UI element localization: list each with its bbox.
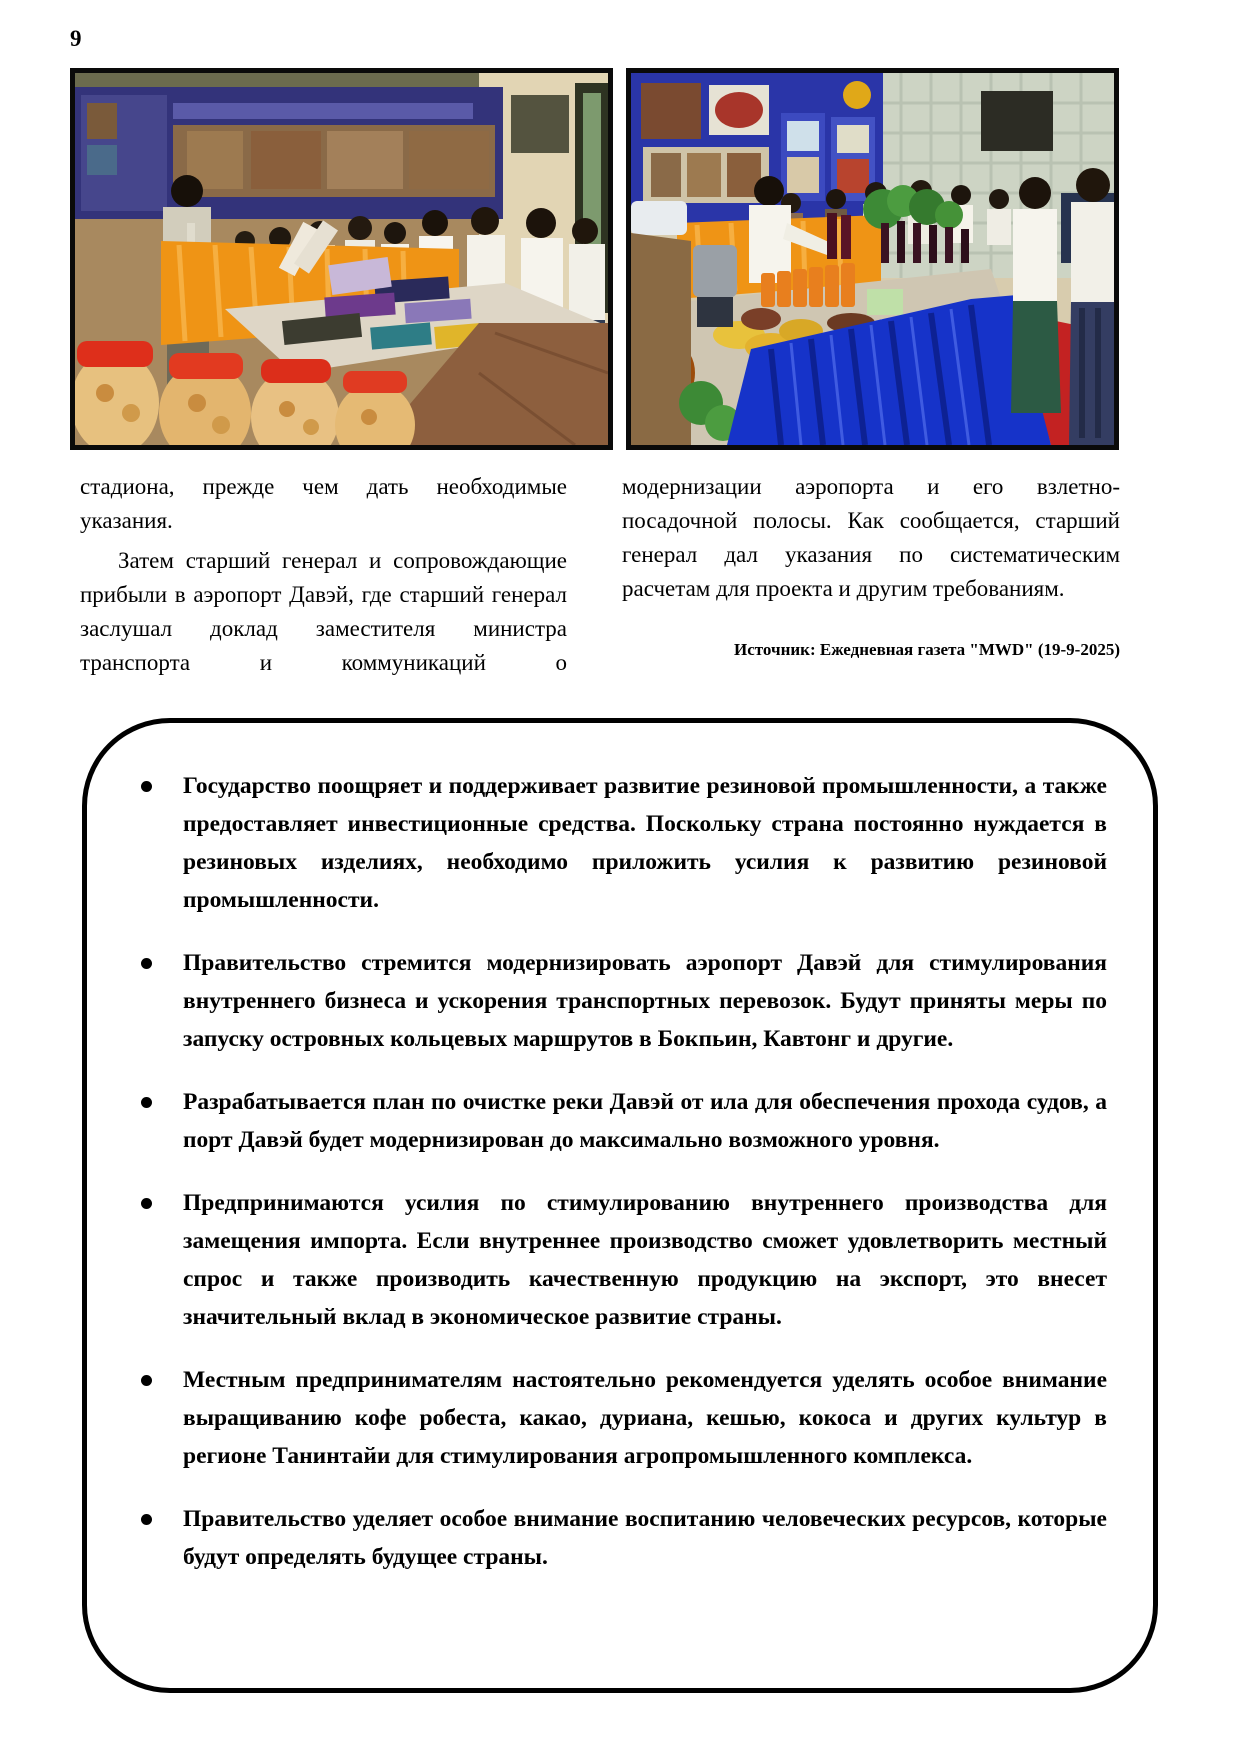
photo-exhibition-left: [70, 68, 613, 450]
photo-left-illustration: [75, 73, 608, 445]
article-column-left: [80, 470, 567, 686]
key-points-box: [82, 718, 1158, 1693]
key-point-item: Правительство уделяет особое внимание воспитанию человеческих ресурсов, которые будут определять будущее страны.: [125, 1500, 1107, 1576]
article-columns: [80, 470, 1120, 686]
photo-right-illustration: [631, 73, 1114, 445]
article-paragraph: Затем старший генерал и сопровождающие прибыли в аэропорт Давэй, где старший генерал заслушал доклад заместителя министра транспорта и коммуникаций о: [80, 548, 567, 675]
key-point-item: Правительство стремится модернизировать аэропорт Давэй для стимулирования внутреннего бизнеса и ускорения транспортных перевозок. Будут приняты меры по запуску островных кольцевых маршрутов в Бокпьин, Кавтонг и другие.: [125, 944, 1107, 1058]
article-paragraph: стадиона, прежде чем дать необходимые указания.: [80, 474, 567, 533]
key-points-list: [87, 723, 1153, 1621]
photos-row: [70, 68, 1119, 450]
article-column-right: [622, 470, 1120, 686]
key-point-item: Государство поощряет и поддерживает развитие резиновой промышленности, а также предоставляет инвестиционные средства. Поскольку страна постоянно нуждается в резиновых изделиях, необходимо приложить усилия к развитию резиновой промышленности.: [125, 767, 1107, 919]
photo-exhibition-right: [626, 68, 1119, 450]
source-attribution: Источник: Ежедневная газета "MWD" (19-9-2025): [734, 640, 1120, 659]
key-point-item: Разрабатывается план по очистке реки Давэй от ила для обеспечения прохода судов, а порт Давэй будет модернизирован до максимально возможного уровня.: [125, 1083, 1107, 1159]
article-paragraph: модернизации аэропорта и его взлетно-посадочной полосы. Как сообщается, старший генерал дал указания по систематическим расчетам для проекта и другим требованиям.: [622, 474, 1120, 601]
key-point-item: Предпринимаются усилия по стимулированию внутреннего производства для замещения импорта. Если внутреннее производство сможет удовлетворить местный спрос и также производить качественную продукцию на экспорт, это внесет значительный вклад в экономическое развитие страны.: [125, 1184, 1107, 1336]
page-number: 9: [70, 26, 82, 51]
key-point-item: Местным предпринимателям настоятельно рекомендуется уделять особое внимание выращиванию кофе робеста, какао, дуриана, кешью, кокоса и других культур в регионе Танинтайи для стимулирования агропромышленного комплекса.: [125, 1361, 1107, 1475]
